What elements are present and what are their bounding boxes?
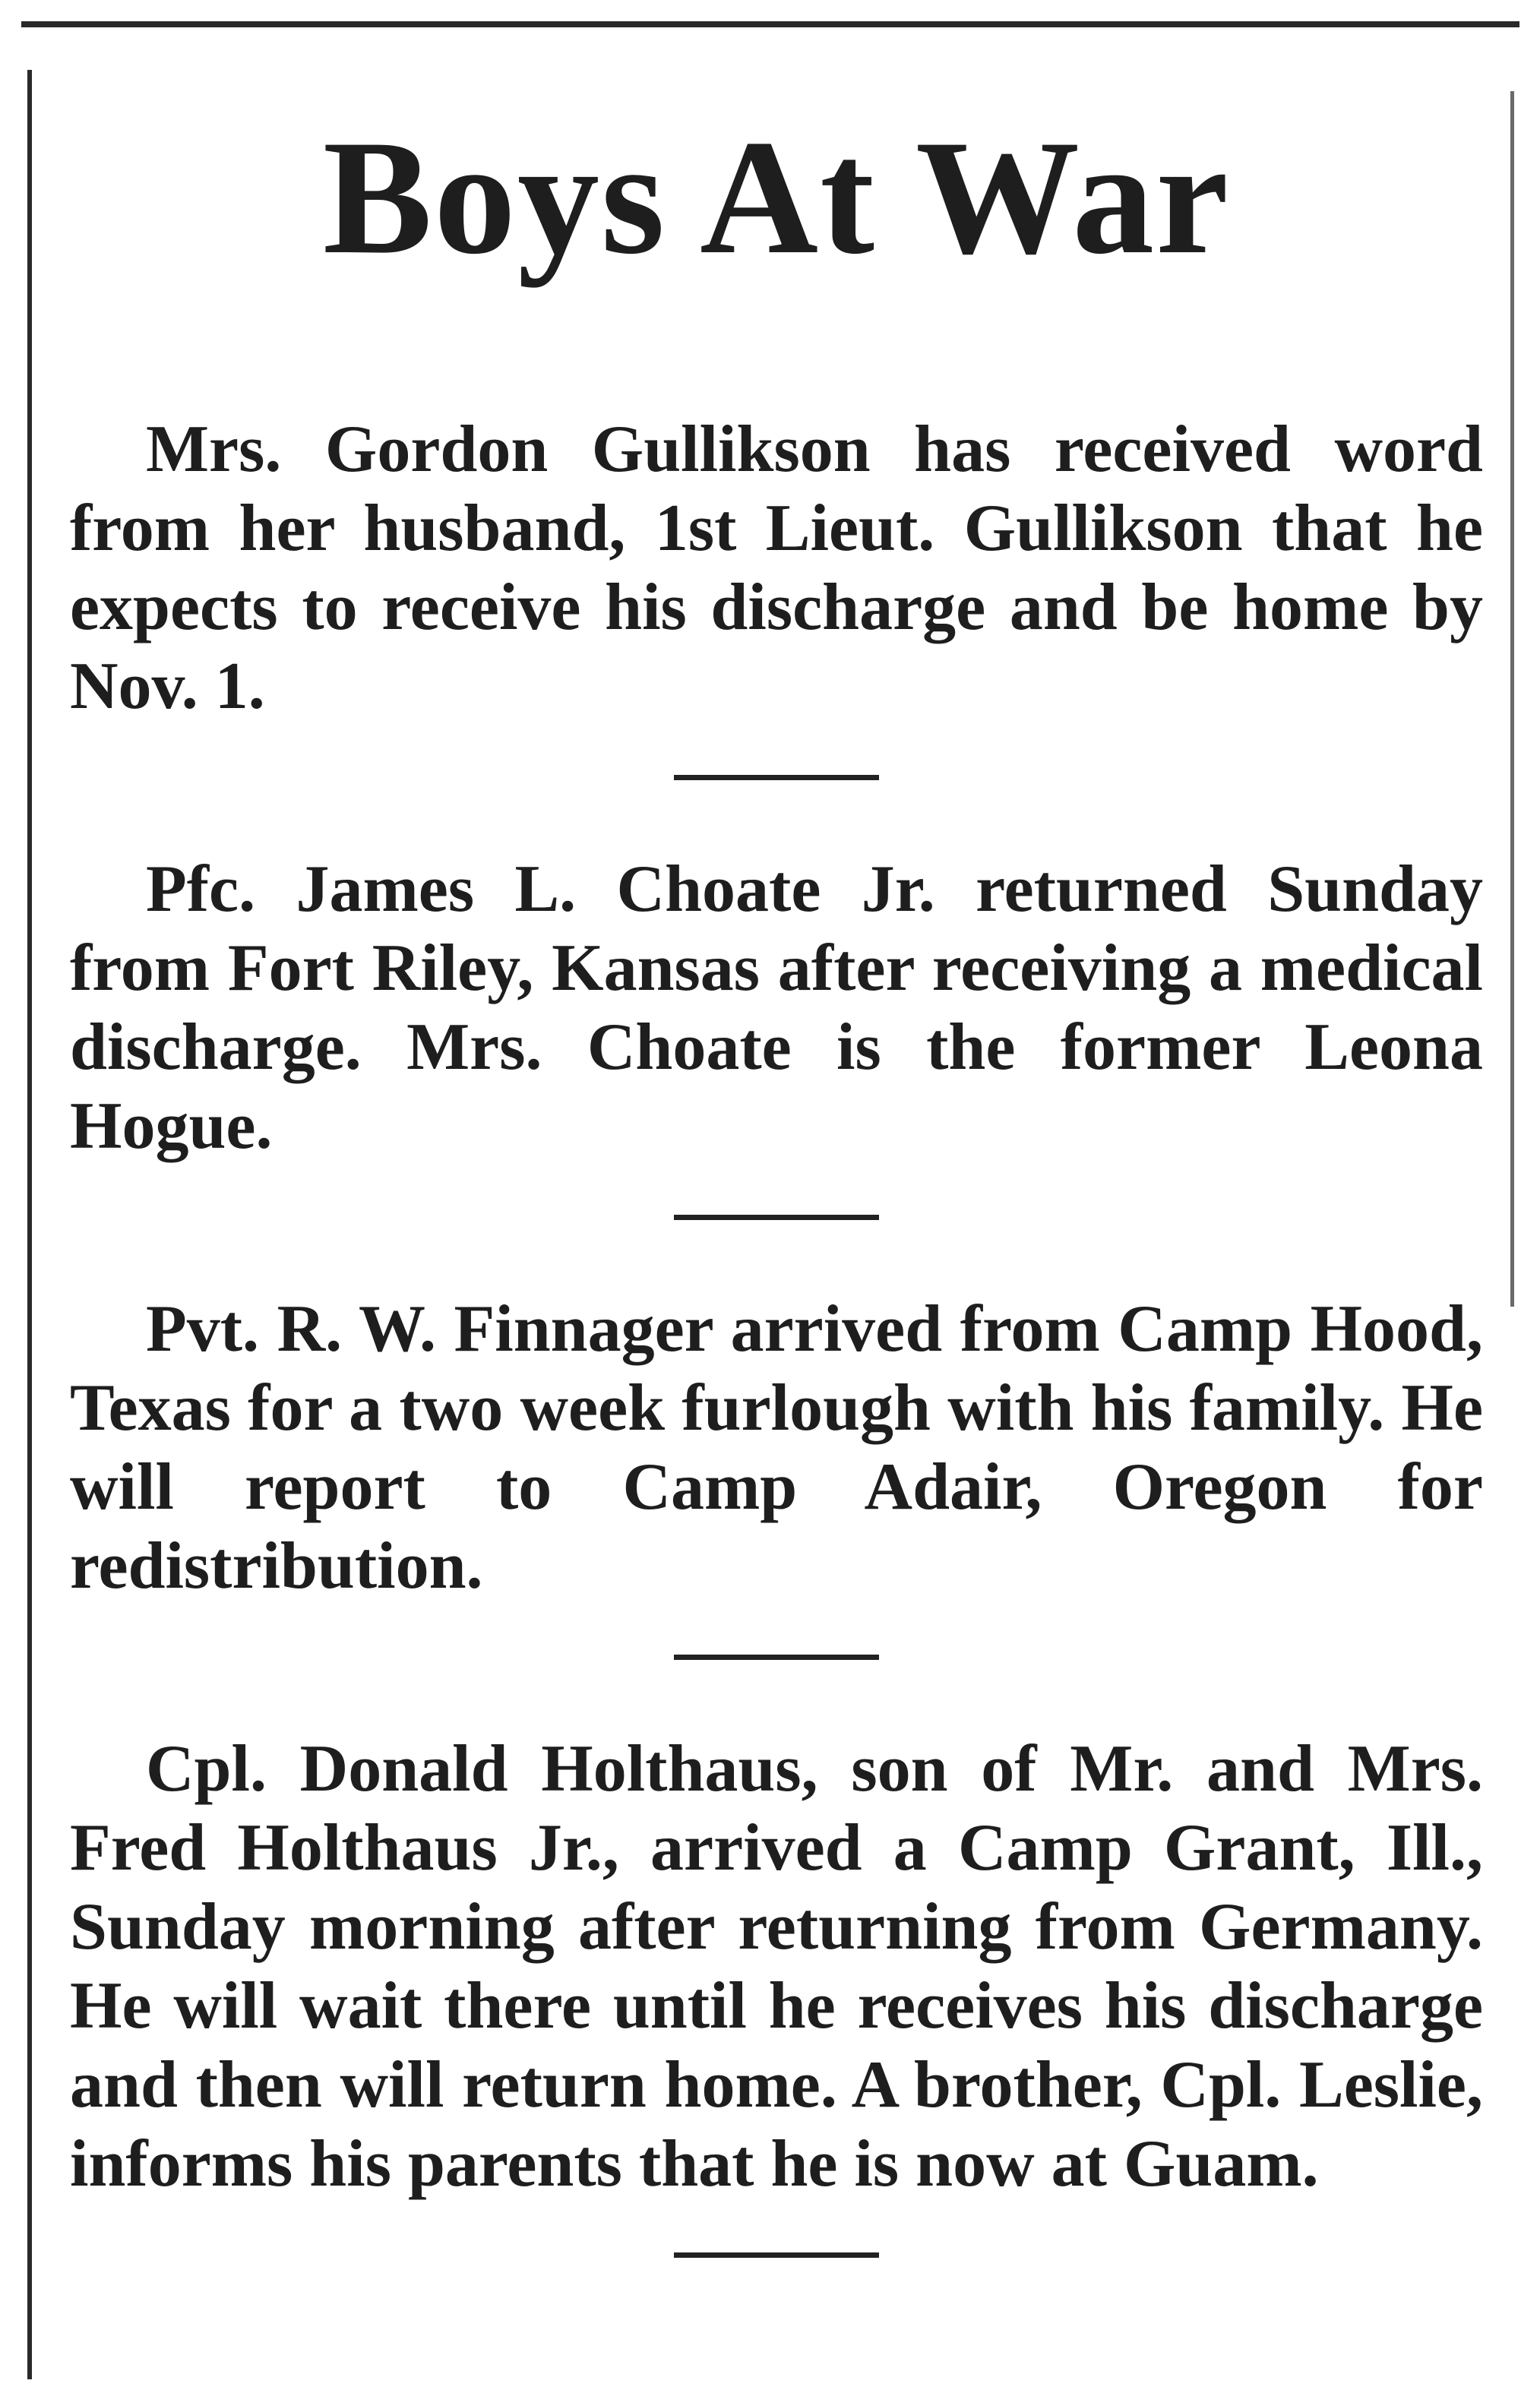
news-item-choate: Pfc. James L. Choate Jr. returned Sunday from Fort Riley, Kansas after receiving a medical discharge. Mrs. Choate is the former Leona Hogue. [70,852,1483,1163]
item-separator [674,2252,879,2258]
news-column [70,91,1483,2328]
headline: Boys At War [322,106,1231,288]
top-column-rule [21,21,1519,27]
item-separator [674,1655,879,1660]
news-item-gullikson: Mrs. Gordon Gullikson has received word from her husband, 1st Lieut. Gullikson that he expects to receive his discharge and be home by Nov. 1. [70,413,1483,723]
news-item-holthaus: Cpl. Donald Holthaus, son of Mr. and Mrs. Fred Holthaus Jr., arrived a Camp Grant, Ill., Sunday morning after returning from Germany. He will wait there until he receives his discharge and then will return home. A brother, Cpl. Leslie, informs his parents that he is now at Guam. [70,1732,1483,2201]
news-items [70,410,1483,2258]
right-column-rule [1510,91,1514,1307]
item-separator [674,775,879,780]
item-separator [674,1215,879,1220]
left-column-rule [27,70,32,2379]
news-item-finnager: Pvt. R. W. Finnager arrived from Camp Hood, Texas for a two week furlough with his family. He will report to Camp Adair, Oregon for redistribution. [70,1292,1483,1603]
